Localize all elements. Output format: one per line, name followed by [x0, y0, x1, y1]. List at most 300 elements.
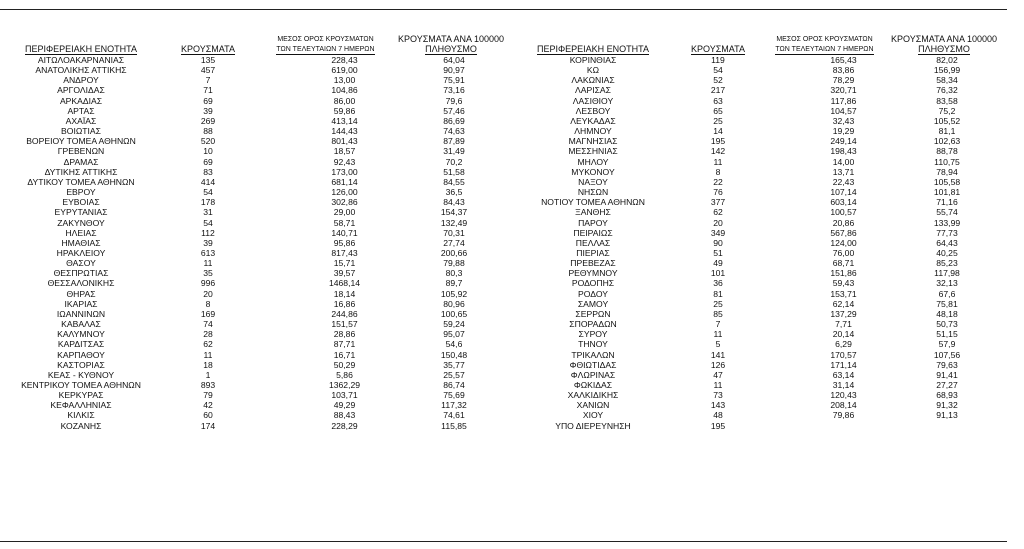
cell-per100k: 27,74 — [443, 237, 465, 248]
table-row — [513, 146, 1002, 156]
cell-avg7: 39,57 — [333, 268, 356, 279]
cell-cases: 39 — [203, 237, 213, 248]
cell-avg7: 100,57 — [830, 207, 857, 218]
table-row — [0, 157, 505, 167]
cell-cases: 10 — [203, 146, 213, 157]
cell-region: ΦΩΚΙΔΑΣ — [573, 380, 613, 390]
cell-region: ΚΩ — [586, 65, 600, 76]
cell-avg7: 18,57 — [333, 146, 356, 157]
cell-avg7: 14,00 — [832, 156, 855, 167]
table-row — [0, 106, 505, 116]
cell-per100k: 88,78 — [936, 146, 958, 157]
table-row — [513, 116, 1002, 126]
cell-region: ΠΡΕΒΕΖΑΣ — [570, 258, 616, 269]
cell-avg7: 249,14 — [830, 136, 857, 147]
cell-per100k: 86,74 — [443, 380, 465, 390]
cell-per100k: 95,07 — [443, 329, 465, 340]
table-row — [513, 299, 1002, 309]
cell-region: ΕΒΡΟΥ — [66, 187, 96, 198]
cell-per100k: 117,32 — [441, 400, 467, 411]
cell-region: ΛΕΣΒΟΥ — [575, 105, 611, 116]
table-row — [0, 136, 505, 146]
cell-cases: 457 — [200, 65, 216, 76]
cell-region: ΘΕΣΠΡΩΤΙΑΣ — [53, 268, 109, 279]
cell-cases: 22 — [713, 176, 723, 187]
cell-avg7: 28,86 — [333, 329, 356, 340]
cell-cases: 54 — [203, 187, 213, 198]
table-row — [0, 218, 505, 228]
table-row — [513, 350, 1002, 360]
cell-cases: 25 — [713, 115, 723, 126]
cell-cases: 74 — [203, 319, 213, 330]
table-row — [0, 228, 505, 238]
table-row — [0, 116, 505, 126]
cell-avg7: 50,29 — [333, 359, 356, 370]
table-row — [0, 248, 505, 258]
cell-region: ΜΑΓΝΗΣΙΑΣ — [568, 136, 618, 147]
cell-region: ΣΠΟΡΑΔΩΝ — [569, 319, 617, 330]
cell-avg7: 171,14 — [830, 359, 857, 370]
cell-cases: 11 — [713, 380, 723, 390]
cell-per100k: 71,16 — [936, 197, 958, 208]
cell-per100k: 48,18 — [936, 308, 958, 319]
cell-per100k: 75,69 — [443, 390, 465, 401]
cell-region: ΚΙΛΚΙΣ — [67, 410, 95, 421]
table-row — [0, 390, 505, 400]
cell-region: ΚΑΣΤΟΡΙΑΣ — [57, 359, 105, 370]
table-row — [0, 339, 505, 349]
cell-avg7: 137,29 — [830, 308, 857, 319]
cell-per100k: 80,96 — [443, 298, 465, 309]
cell-per100k: 100,65 — [440, 308, 468, 319]
cell-cases: 174 — [200, 420, 216, 431]
cell-per100k: 79,88 — [443, 258, 465, 269]
table-row — [0, 187, 505, 197]
table-row — [513, 410, 1002, 420]
table-row — [513, 228, 1002, 238]
table-row — [0, 96, 505, 106]
cell-cases: 88 — [203, 126, 213, 137]
cell-cases: 36 — [713, 278, 723, 289]
cell-avg7: 59,43 — [832, 278, 855, 289]
cell-cases: 62 — [713, 207, 723, 218]
header-cases: ΚΡΟΥΣΜΑΤΑ — [181, 44, 235, 54]
cell-cases: 169 — [200, 308, 216, 319]
cell-cases: 73 — [713, 390, 723, 401]
cell-per100k: 89,7 — [445, 278, 463, 289]
cell-avg7: 79,86 — [832, 410, 855, 421]
cell-per100k: 74,61 — [443, 410, 465, 421]
cell-per100k: 78,94 — [936, 166, 958, 177]
table-row — [513, 258, 1002, 268]
cell-avg7: 198,43 — [830, 146, 857, 157]
cell-region: ΧΑΝΙΩΝ — [576, 400, 610, 411]
cell-avg7: 817,43 — [331, 247, 358, 258]
table-row — [513, 278, 1002, 288]
cell-avg7: 681,14 — [331, 176, 358, 187]
table-row — [513, 96, 1002, 106]
cell-region: ΗΡΑΚΛΕΙΟΥ — [56, 247, 106, 258]
cell-region: ΧΙΟΥ — [582, 410, 604, 421]
cell-avg7: 13,71 — [832, 166, 855, 177]
cell-region: ΥΠΟ ΔΙΕΡΕΥΝΗΣΗ — [555, 420, 631, 431]
cell-region: ΚΕΡΚΥΡΑΣ — [58, 390, 104, 401]
cell-cases: 79 — [203, 390, 213, 401]
cell-cases: 76 — [713, 187, 723, 198]
cell-region: ΒΟΡΕΙΟΥ ΤΟΜΕΑ ΑΘΗΝΩΝ — [26, 136, 136, 147]
cell-region: ΗΜΑΘΙΑΣ — [61, 237, 101, 248]
cell-cases: 69 — [203, 95, 213, 106]
table-row — [0, 258, 505, 268]
cell-cases: 996 — [200, 278, 216, 289]
cell-per100k: 117,98 — [934, 268, 960, 279]
cell-region: ΕΥΡΥΤΑΝΙΑΣ — [54, 207, 108, 218]
cell-avg7: 165,43 — [830, 55, 857, 65]
cell-region: ΚΟΖΑΝΗΣ — [60, 420, 102, 431]
cell-avg7: 228,43 — [331, 55, 358, 65]
cell-per100k: 91,41 — [936, 369, 958, 380]
cell-avg7: 7,71 — [835, 319, 852, 330]
cell-region: ΒΟΙΩΤΙΑΣ — [61, 126, 101, 137]
cell-avg7: 1468,14 — [328, 278, 361, 289]
cell-region: ΝΟΤΙΟΥ ΤΟΜΕΑ ΑΘΗΝΩΝ — [541, 197, 645, 208]
header-per100k: ΚΡΟΥΣΜΑΤΑ ΑΝΑ 100000 ΠΛΗΘΥΣΜΟ — [398, 34, 504, 54]
table-row — [513, 55, 1002, 65]
cell-per100k: 57,9 — [938, 339, 956, 350]
cell-avg7: 619,00 — [331, 65, 358, 76]
table-row — [0, 278, 505, 288]
table-row — [513, 400, 1002, 410]
cell-cases: 5 — [715, 339, 721, 350]
cell-cases: 269 — [200, 115, 216, 126]
cell-avg7: 228,29 — [331, 420, 358, 431]
cell-region: ΛΕΥΚΑΔΑΣ — [570, 115, 616, 126]
cell-cases: 11 — [713, 156, 723, 167]
cell-cases: 48 — [713, 410, 723, 421]
cell-per100k: 86,69 — [443, 115, 465, 126]
cell-per100k: 57,46 — [443, 105, 465, 116]
cell-avg7: 6,29 — [835, 339, 852, 350]
cell-per100k: 58,34 — [936, 75, 958, 86]
cell-cases: 101 — [710, 268, 726, 279]
table-row — [513, 177, 1002, 187]
cell-region: ΘΗΡΑΣ — [66, 288, 96, 299]
table-row — [0, 380, 505, 390]
table-row — [0, 400, 505, 410]
cell-cases: 83 — [203, 166, 213, 177]
table-row — [513, 390, 1002, 400]
cell-region: ΜΗΛΟΥ — [577, 156, 609, 167]
cell-region: ΙΚΑΡΙΑΣ — [64, 298, 98, 309]
cell-cases: 60 — [203, 410, 213, 421]
cell-per100k: 35,77 — [443, 359, 465, 370]
header-region: ΠΕΡΙΦΕΡΕΙΑΚΗ ΕΝΟΤΗΤΑ — [24, 44, 138, 54]
cell-per100k: 156,99 — [933, 65, 961, 76]
cell-per100k: 80,3 — [445, 268, 463, 279]
cell-avg7: 95,86 — [333, 237, 356, 248]
cell-region: ΞΑΝΘΗΣ — [575, 207, 611, 218]
cell-per100k: 154,37 — [440, 207, 468, 218]
cell-cases: 62 — [203, 339, 213, 350]
cell-avg7: 120,43 — [830, 390, 857, 401]
cell-cases: 7 — [715, 319, 721, 330]
cell-cases: 14 — [713, 126, 723, 137]
table-row — [513, 207, 1002, 217]
cell-region: ΤΡΙΚΑΛΩΝ — [571, 349, 615, 360]
cell-per100k: 84,55 — [443, 176, 465, 187]
cell-per100k: 101,81 — [933, 187, 961, 198]
table-row — [513, 339, 1002, 349]
cell-per100k: 64,43 — [936, 237, 958, 248]
cell-per100k: 91,13 — [936, 410, 958, 421]
cell-cases: 90 — [713, 237, 723, 248]
cell-per100k: 70,2 — [445, 156, 463, 167]
cell-cases: 217 — [710, 85, 726, 96]
table-row — [0, 268, 505, 278]
cell-avg7: 1362,29 — [328, 380, 361, 390]
cell-cases: 31 — [203, 207, 213, 218]
cell-cases: 613 — [200, 247, 216, 258]
cell-per100k: 73,16 — [443, 85, 465, 96]
cell-per100k: 110,75 — [934, 156, 960, 167]
cell-region: ΡΕΘΥΜΝΟΥ — [568, 268, 618, 279]
cell-region: ΦΘΙΩΤΙΔΑΣ — [569, 359, 617, 370]
cell-region: ΠΕΙΡΑΙΩΣ — [573, 227, 613, 238]
cell-region: ΑΡΓΟΛΙΔΑΣ — [57, 85, 105, 96]
cell-per100k: 79,6 — [445, 95, 463, 106]
cell-per100k: 54,6 — [445, 339, 463, 350]
cell-region: ΖΑΚΥΝΘΟΥ — [57, 217, 105, 228]
cell-region: ΡΟΔΟΠΗΣ — [571, 278, 615, 289]
cell-per100k: 84,43 — [443, 197, 465, 208]
cell-avg7: 76,00 — [832, 247, 855, 258]
table-row — [513, 248, 1002, 258]
cell-avg7: 208,14 — [830, 400, 857, 411]
header-per100k: ΚΡΟΥΣΜΑΤΑ ΑΝΑ 100000 ΠΛΗΘΥΣΜΟ — [891, 34, 997, 54]
cell-region: ΚΟΡΙΝΘΙΑΣ — [569, 55, 617, 65]
cell-avg7: 29,00 — [333, 207, 356, 218]
cell-avg7: 88,43 — [333, 410, 356, 421]
cell-avg7: 20,86 — [832, 217, 855, 228]
table-row — [0, 410, 505, 420]
cell-cases: 52 — [713, 75, 723, 86]
cell-region: ΚΕΦΑΛΛΗΝΙΑΣ — [50, 400, 112, 411]
cell-avg7: 124,00 — [830, 237, 857, 248]
cell-avg7: 104,57 — [830, 105, 857, 116]
cell-cases: 81 — [713, 288, 723, 299]
cell-cases: 20 — [713, 217, 723, 228]
cell-per100k: 82,02 — [936, 55, 958, 65]
header-avg7: ΜΕΣΟΣ ΟΡΟΣ ΚΡΟΥΣΜΑΤΩΝ ΤΩΝ ΤΕΛΕΥΤΑΙΩΝ 7 ΗΜΕΡΩΝ — [775, 36, 874, 53]
cell-region: ΛΑΚΩΝΙΑΣ — [571, 75, 615, 86]
cell-per100k: 76,32 — [936, 85, 958, 96]
cell-per100k: 90,97 — [443, 65, 465, 76]
cell-cases: 195 — [710, 136, 726, 147]
cell-cases: 39 — [203, 105, 213, 116]
cell-per100k: 79,63 — [936, 359, 958, 370]
table-row — [0, 126, 505, 136]
cell-cases: 42 — [203, 400, 213, 411]
cell-avg7: 153,71 — [830, 288, 857, 299]
cell-avg7: 140,71 — [331, 227, 358, 238]
table-row — [513, 197, 1002, 207]
cell-region: ΛΗΜΝΟΥ — [574, 126, 612, 137]
cell-per100k: 200,66 — [440, 247, 468, 258]
header-row — [513, 31, 1002, 55]
table-row — [0, 146, 505, 156]
table-row — [513, 370, 1002, 380]
table-row — [513, 85, 1002, 95]
cell-cases: 35 — [203, 268, 213, 279]
cell-cases: 520 — [200, 136, 216, 147]
table-row — [0, 75, 505, 85]
cell-cases: 143 — [710, 400, 726, 411]
cell-cases: 20 — [203, 288, 213, 299]
cell-cases: 112 — [201, 227, 215, 238]
cell-avg7: 16,71 — [333, 349, 356, 360]
cell-per100k: 50,73 — [936, 319, 958, 330]
cell-avg7: 87,71 — [333, 339, 356, 350]
cell-per100k: 105,92 — [440, 288, 468, 299]
cell-avg7: 16,86 — [333, 298, 356, 309]
cell-cases: 142 — [710, 146, 726, 157]
table-row — [0, 299, 505, 309]
cell-cases: 195 — [710, 420, 726, 431]
cell-avg7: 104,86 — [331, 85, 358, 96]
table-row — [513, 75, 1002, 85]
cell-region: ΚΕΑΣ - ΚΥΘΝΟΥ — [47, 369, 115, 380]
cell-cases: 377 — [710, 197, 726, 208]
cell-cases: 54 — [203, 217, 213, 228]
table-row — [513, 218, 1002, 228]
table-row — [0, 370, 505, 380]
cell-cases: 11 — [203, 258, 213, 269]
cell-avg7: 413,14 — [331, 115, 358, 126]
cell-cases: 25 — [713, 298, 723, 309]
cell-cases: 49 — [713, 258, 723, 269]
cell-per100k: 87,89 — [443, 136, 465, 147]
table-row — [0, 319, 505, 329]
cell-region: ΑΧΑΪΑΣ — [65, 115, 97, 126]
table-row — [513, 319, 1002, 329]
cell-per100k: 105,52 — [933, 115, 961, 126]
cell-region: ΣΑΜΟΥ — [577, 298, 609, 309]
cell-region: ΘΑΣΟΥ — [66, 258, 96, 269]
cell-avg7: 320,71 — [830, 85, 857, 96]
cell-avg7: 68,71 — [832, 258, 855, 269]
cell-per100k: 115,85 — [441, 420, 467, 431]
cell-region: ΣΕΡΡΩΝ — [575, 308, 611, 319]
cell-region: ΡΟΔΟΥ — [578, 288, 608, 299]
cell-avg7: 244,86 — [331, 308, 358, 319]
table-row — [513, 268, 1002, 278]
cell-region: ΑΝΑΤΟΛΙΚΗΣ ΑΤΤΙΚΗΣ — [35, 65, 127, 76]
cell-region: ΑΡΚΑΔΙΑΣ — [59, 95, 103, 106]
cell-avg7: 18,14 — [333, 288, 356, 299]
cell-cases: 18 — [203, 359, 213, 370]
cell-avg7: 49,29 — [333, 400, 356, 411]
header-avg7: ΜΕΣΟΣ ΟΡΟΣ ΚΡΟΥΣΜΑΤΩΝ ΤΩΝ ΤΕΛΕΥΤΑΙΩΝ 7 ΗΜΕΡΩΝ — [276, 36, 375, 53]
table-row — [513, 380, 1002, 390]
cell-cases: 135 — [200, 55, 216, 65]
table-row — [513, 136, 1002, 146]
table-row — [513, 329, 1002, 339]
cell-avg7: 20,14 — [832, 329, 855, 340]
cell-cases: 85 — [713, 308, 723, 319]
cell-avg7 — [763, 421, 886, 431]
table-row — [513, 167, 1002, 177]
cell-per100k: 55,74 — [936, 207, 958, 218]
cell-per100k: 70,31 — [443, 227, 465, 238]
cell-region: ΝΑΞΟΥ — [578, 176, 608, 187]
cell-cases: 54 — [713, 65, 723, 76]
cell-avg7: 59,86 — [333, 105, 356, 116]
cell-avg7: 117,86 — [830, 95, 857, 106]
cell-avg7: 58,71 — [333, 217, 356, 228]
cell-avg7: 107,14 — [830, 187, 857, 198]
cell-region: ΚΑΡΠΑΘΟΥ — [57, 349, 105, 360]
table-row — [0, 309, 505, 319]
cell-per100k — [886, 421, 1002, 431]
cell-region: ΑΙΤΩΛΟΑΚΑΡΝΑΝΙΑΣ — [37, 55, 125, 65]
table-row — [0, 207, 505, 217]
cell-per100k: 68,93 — [936, 390, 958, 401]
cell-avg7: 32,43 — [832, 115, 855, 126]
cell-cases: 141 — [710, 349, 726, 360]
cell-per100k: 67,6 — [938, 288, 956, 299]
cell-per100k: 81,1 — [938, 126, 956, 137]
table-row — [0, 238, 505, 248]
cell-cases: 69 — [203, 156, 213, 167]
cell-avg7: 151,86 — [830, 268, 857, 279]
cell-per100k: 75,2 — [938, 105, 956, 116]
cell-region: ΛΑΣΙΘΙΟΥ — [572, 95, 614, 106]
cell-region: ΝΗΣΩΝ — [577, 187, 609, 198]
table-row — [513, 65, 1002, 75]
cell-cases: 7 — [205, 75, 211, 86]
cell-cases: 126 — [710, 359, 726, 370]
cell-per100k: 150,48 — [440, 349, 468, 360]
table-row — [0, 65, 505, 75]
table-row — [0, 85, 505, 95]
cell-per100k: 75,91 — [443, 75, 465, 86]
cell-region: ΔΥΤΙΚΟΥ ΤΟΜΕΑ ΑΘΗΝΩΝ — [27, 176, 135, 187]
table-row — [0, 329, 505, 339]
cell-region: ΦΛΩΡΙΝΑΣ — [570, 369, 616, 380]
cell-per100k: 27,27 — [936, 380, 958, 390]
cell-avg7: 19,29 — [832, 126, 855, 137]
cell-per100k: 91,32 — [936, 400, 958, 411]
cell-avg7: 603,14 — [830, 197, 857, 208]
cell-cases: 8 — [715, 166, 721, 177]
cell-cases: 8 — [205, 298, 211, 309]
cell-region: ΠΙΕΡΙΑΣ — [576, 247, 610, 258]
cell-cases: 47 — [713, 369, 723, 380]
table-row — [0, 421, 505, 431]
cell-cases: 65 — [713, 105, 723, 116]
cell-region: ΑΝΔΡΟΥ — [63, 75, 99, 86]
cell-region: ΓΡΕΒΕΝΩΝ — [57, 146, 105, 157]
cell-per100k: 133,99 — [933, 217, 961, 228]
table-row — [513, 126, 1002, 136]
table-row — [513, 187, 1002, 197]
cell-avg7: 31,14 — [832, 380, 855, 390]
cell-per100k: 83,58 — [936, 95, 958, 106]
bottom-rule — [0, 541, 1007, 542]
cell-region: ΚΑΒΑΛΑΣ — [61, 319, 101, 330]
header-row — [0, 31, 505, 55]
cell-per100k: 36,5 — [445, 187, 463, 198]
